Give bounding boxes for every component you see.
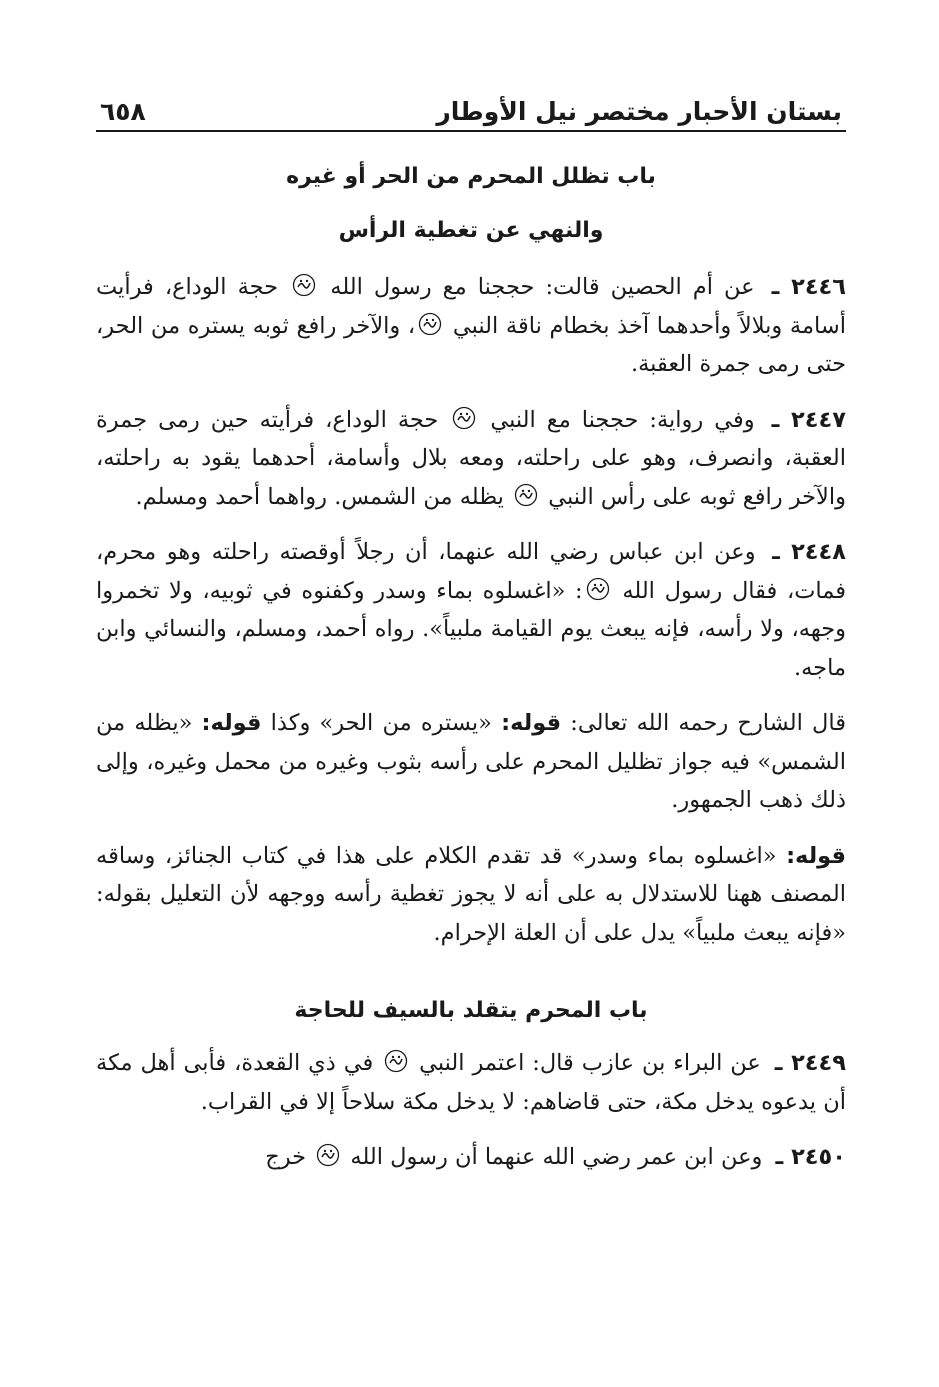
- hadith-text: عن البراء بن عازب قال: اعتمر النبي: [419, 1050, 761, 1076]
- commentary-text: «اغسلوه بماء وسدر» قد تقدم الكلام على هذا في كتاب الجنائز، وساقه المصنف ههنا للاستدلال به على أنه لا يجوز تغطية رأسه ووجهه لأن التعليل بقوله: «فإنه يبعث ملبياً» يدل على أن العلة الإحرام.: [96, 842, 846, 946]
- hadith-text: عن أم الحصين قالت: حججنا مع رسول الله: [330, 274, 755, 300]
- hadith-text: حجة الوداع، فرأيت أسامة وبلالاً وأحدهما آخذ بخطام ناقة النبي: [96, 274, 847, 339]
- chapter-heading: [96, 150, 846, 258]
- chapter-heading-line-1: باب المحرم يتقلد بالسيف للحاجة: [294, 998, 648, 1023]
- hadith-text: ، والآخر رافع ثوبه يستره من الحر، حتى رمى جمرة العقبة.: [96, 312, 846, 377]
- hadith-2446: [96, 268, 846, 384]
- salawat-ligature-icon: [586, 577, 610, 601]
- hadith-text: : «اغسلوه بماء وسدر وكفنوه في ثوبيه، ولا تخمروا وجهه، ولا رأسه، فإنه يبعث يوم القيامة ملبياً». رواه أحمد، ومسلم، والنسائي وابن ماجه.: [96, 577, 846, 681]
- hadith-2447: [96, 401, 846, 517]
- hadith-number: ٢٤٤٩ ـ: [774, 1050, 847, 1076]
- commentary-paragraph-1: [96, 704, 846, 820]
- hadith-number: ٢٤٤٧ ـ: [771, 406, 846, 433]
- book-page: [96, 82, 846, 1177]
- commentary-text: قال الشارح رحمه الله تعالى:: [570, 710, 846, 736]
- salawat-ligature-icon: [292, 273, 316, 297]
- hadith-text: حجة الوداع، فرأيته حين رمى جمرة العقبة، وانصرف، وهو على راحلته، ومعه بلال وأسامة، أحدهما يقود به راحلته، والآخر رافع ثوبه على رأس النبي: [96, 406, 846, 510]
- hadith-number: ٢٤٥٠ ـ: [775, 1144, 846, 1170]
- running-header: [96, 82, 846, 132]
- hadith-2448: [96, 533, 846, 687]
- salawat-ligature-icon: [452, 406, 476, 430]
- running-title: بستان الأحبار مختصر نيل الأوطار: [436, 97, 842, 126]
- chapter-heading-line-1: باب تظلل المحرم من الحر أو غيره: [286, 164, 656, 189]
- chapter-heading-line-2: والنهي عن تغطية الرأس: [338, 218, 604, 243]
- hadith-number: ٢٤٤٦ ـ: [771, 274, 847, 300]
- hadith-text: في ذي القعدة، فأبى أهل مكة أن يدعوه يدخل مكة، حتى قاضاهم: لا يدخل مكة سلاحاً إلا في القراب.: [96, 1050, 846, 1115]
- hadith-2450: [96, 1138, 846, 1177]
- salawat-ligature-icon: [316, 1143, 340, 1167]
- salawat-ligature-icon: [418, 312, 442, 336]
- salawat-ligature-icon: [514, 483, 538, 507]
- hadith-text: وعن ابن عمر رضي الله عنهما أن رسول الله: [350, 1144, 763, 1170]
- hadith-text: يظله من الشمس. رواهما أحمد ومسلم.: [135, 483, 504, 510]
- commentary-keyword: قوله:: [786, 842, 846, 869]
- hadith-number: ٢٤٤٨ ـ: [772, 539, 846, 565]
- salawat-ligature-icon: [384, 1049, 408, 1073]
- hadith-text: وفي رواية: حججنا مع النبي: [490, 406, 755, 433]
- hadith-2449: [96, 1044, 846, 1121]
- commentary-text: «يظله من الشمس» فيه جواز تظليل المحرم على رأسه بثوب وغيره من محمل وغيره، وإلى ذلك ذهب الجمهور.: [96, 710, 846, 813]
- page-number: ٦٥٨: [100, 97, 146, 126]
- commentary-keyword: قوله:: [201, 710, 262, 736]
- commentary-keyword: قوله:: [501, 710, 562, 736]
- commentary-text: «يستره من الحر» وكذا: [270, 710, 492, 736]
- commentary-paragraph-2: [96, 837, 846, 953]
- chapter-heading: [96, 984, 846, 1038]
- hadith-text: خرج: [265, 1144, 307, 1170]
- hadith-text: وعن ابن عباس رضي الله عنهما، أن رجلاً أوقصته راحلته وهو محرم، فمات، فقال رسول الله: [96, 539, 847, 604]
